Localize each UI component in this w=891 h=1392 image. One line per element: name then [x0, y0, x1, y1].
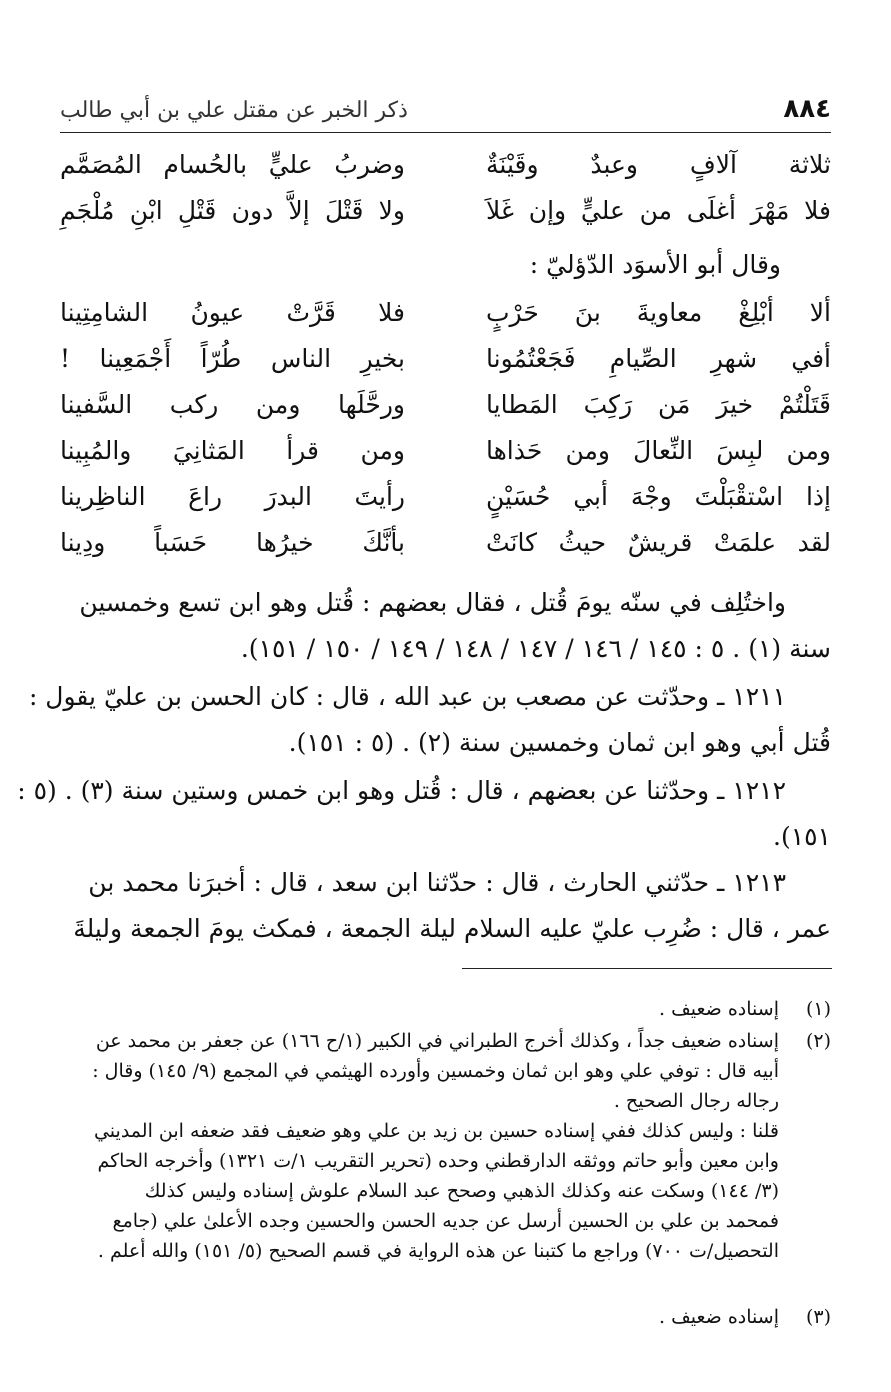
paragraph-line: قُتل أبي وهو ابن ثمان وخمسين سنة (٢) . (٥ : ١٥١). — [288, 728, 831, 757]
body-paragraph — [17, 768, 831, 860]
page-number: ٨٨٤ — [783, 94, 831, 124]
footnote-line: فمحمد بن علي بن الحسين أرسل عن جديه الحسن والحسين وجده الأعلىٰ علي (جامع — [112, 1210, 779, 1232]
paragraph-line: سنة (١) . ٥ : ١٤٥ / ١٤٦ / ١٤٧ / ١٤٨ / ١٤٩ / ١٥٠ / ١٥١). — [240, 634, 831, 663]
footnote-body — [60, 1302, 779, 1332]
body-paragraph — [60, 580, 831, 672]
verse-line — [60, 528, 831, 574]
footnote-rule — [462, 968, 832, 969]
body-paragraph — [28, 674, 831, 766]
page-header — [60, 92, 831, 133]
paragraph-line: واختُلِف في سنّه يومَ قُتل ، فقال بعضهم : قُتل وهو ابن تسع وخمسين — [79, 588, 786, 617]
verse-second-hemistich: بأنَّكَ خيرُها حَسَباً ودِينا — [60, 528, 405, 557]
footnote — [60, 1026, 831, 1266]
paragraph-line: عمر ، قال : ضُرِب عليّ عليه السلام ليلة الجمعة ، فمكث يومَ الجمعة وليلةَ — [73, 914, 831, 943]
verse-first-hemistich: ثلاثة آلافٍ وعبدٌ وقَيْنَةٌ — [486, 150, 831, 179]
verse-second-hemistich: ورحَّلَها ومن ركب السَّفينا — [60, 390, 405, 419]
footnote-number: (١) — [805, 998, 831, 1020]
footnote-line: التحصيل/ت ٧٠٠) وراجع ما كتبنا عن هذه الرواية في قسم الصحيح (٥/ ١٥١) والله أعلم . — [97, 1240, 779, 1262]
verse-first-hemistich: لقد علمَتْ قريشٌ حيثُ كانَتْ — [486, 528, 831, 557]
verse-second-hemistich: بخيرِ الناس طُرّاً أَجْمَعِينا ! — [60, 344, 405, 373]
footnote — [60, 1302, 831, 1332]
verse-first-hemistich: ومن لبِسَ النِّعالَ ومن حَذاها — [486, 436, 831, 465]
verse-first-hemistich: فلا مَهْرَ أغلَى من عليٍّ وإن غَلاَ — [486, 196, 831, 225]
footnote-line: إسناده ضعيف جداً ، وكذلك أخرج الطبراني في الكبير (١/ح ١٦٦) عن جعفر بن محمد عن — [95, 1030, 779, 1052]
verse-line — [60, 298, 831, 344]
paragraph-line: ١٢١٢ ـ وحدّثنا عن بعضهم ، قال : قُتل وهو ابن خمس وستين سنة (٣) . (٥ : — [17, 776, 786, 805]
footnote-number: (٢) — [805, 1030, 831, 1052]
footnote-line: قلنا : وليس كذلك ففي إسناده حسين بن زيد بن علي وهو ضعيف فقد ضعفه ابن المديني — [93, 1120, 779, 1142]
verse-second-hemistich: رأيتَ البدرَ راعَ الناظِرينا — [60, 482, 405, 511]
verse-first-hemistich: إذا اسْتقْبَلْتَ وجْهَ أبي حُسَيْنٍ — [486, 482, 831, 511]
footnote-line: رجاله رجال الصحيح . — [613, 1090, 779, 1112]
verse-line — [60, 390, 831, 436]
paragraph-line: ١٢١٣ ـ حدّثني الحارث ، قال : حدّثنا ابن سعد ، قال : أخبرَنا محمد بن — [88, 868, 786, 897]
verse-second-hemistich: ولا قَتْلَ إلاَّ دون قَتْلِ ابْنِ مُلْجَمِ — [60, 196, 405, 225]
footnote-line: إسناده ضعيف . — [659, 1306, 779, 1328]
verse-second-hemistich: ومن قرأ المَثانِيَ والمُبِينا — [60, 436, 405, 465]
footnote-body — [60, 994, 779, 1024]
footnote-line: إسناده ضعيف . — [659, 998, 779, 1020]
verse-line — [60, 436, 831, 482]
body-paragraph — [60, 860, 831, 952]
footnote-line: (٣/ ١٤٤) وسكت عنه وكذلك الذهبي وصحح عبد السلام علوش إسناده وليس كذلك — [144, 1180, 779, 1202]
footnote — [60, 994, 831, 1024]
verse-second-hemistich: وضربُ عليٍّ بالحُسام المُصَمَّم — [60, 150, 405, 179]
running-title: ذكر الخبر عن مقتل علي بن أبي طالب — [60, 98, 408, 123]
footnote-line: وابن معين وأبو حاتم ووثقه الدارقطني وحده (تحرير التقريب ١/ت ١٣٢١) وأخرجه الحاكم — [97, 1150, 779, 1172]
verse-line — [60, 150, 831, 196]
paragraph-line: ١٥١). — [773, 822, 831, 851]
verse-first-hemistich: قَتَلْتُمْ خيرَ مَن رَكِبَ المَطايا — [486, 390, 831, 419]
verse-line — [60, 344, 831, 390]
verse-first-hemistich: أفي شهرِ الصِّيامِ فَجَعْتُمُونا — [486, 344, 831, 373]
footnote-number: (٣) — [805, 1306, 831, 1328]
footnote-line: أبيه قال : توفي علي وهو ابن ثمان وخمسين وأورده الهيثمي في المجمع (٩/ ١٤٥) وقال : — [92, 1060, 779, 1082]
paragraph-line: ١٢١١ ـ وحدّثت عن مصعب بن عبد الله ، قال : كان الحسن بن عليّ يقول : — [28, 682, 786, 711]
verse-line — [60, 196, 831, 242]
verse-first-hemistich: ألا أبْلِغْ معاويةَ بنَ حَرْبٍ — [486, 298, 831, 327]
verse-second-hemistich: فلا قَرَّتْ عيونُ الشامِتِينا — [60, 298, 405, 327]
verse-line — [60, 482, 831, 528]
footnote-body — [60, 1026, 779, 1266]
poem-intro: وقال أبو الأسوَد الدّؤليّ : — [529, 250, 781, 279]
